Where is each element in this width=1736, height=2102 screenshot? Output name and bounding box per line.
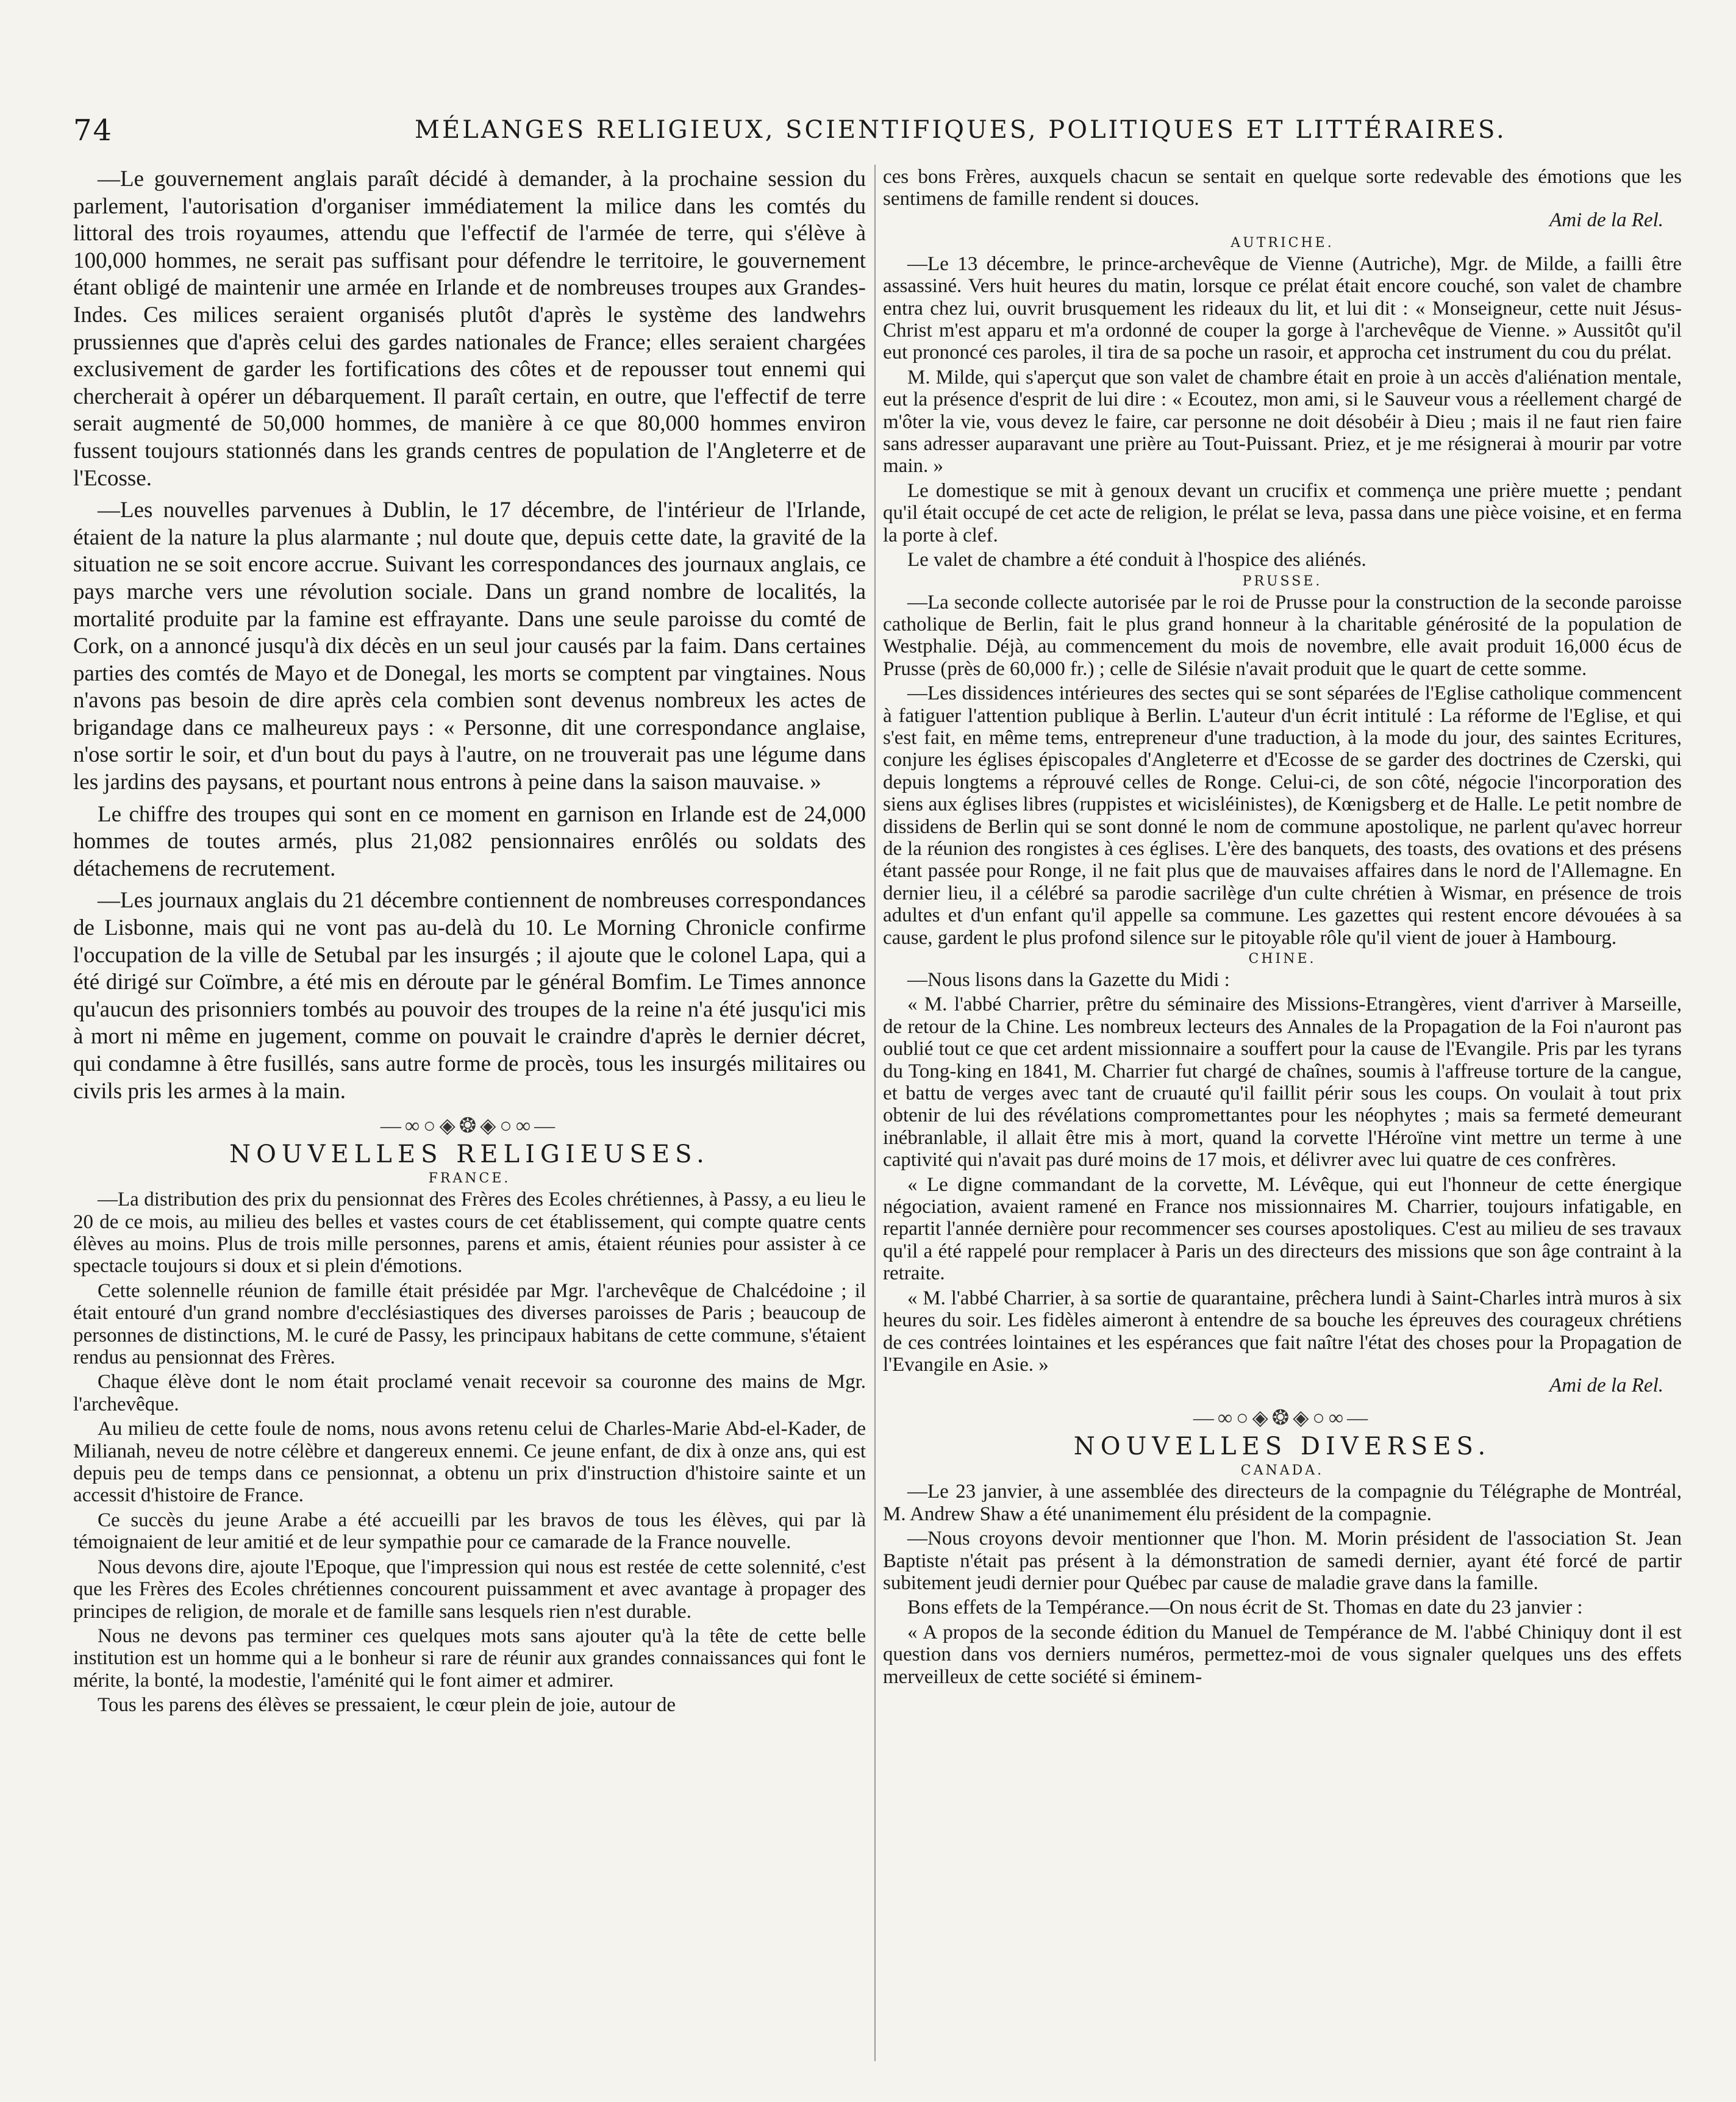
article-troupes: Le chiffre des troupes qui sont en ce moment en garnison en Irlande est de 24,000 hommes de toutes armés, plus 21,082 pensionnaires enrôlés ou soldats des détachemens de recrutement.: [73, 801, 866, 881]
france-paragraph: Chaque élève dont le nom était proclamé venait recevoir sa couronne des mains de Mgr. l'archevêque.: [73, 1371, 866, 1415]
subsection-canada: CANADA.: [1240, 1463, 1324, 1479]
canada-paragraph: —Le 23 janvier, à une assemblée des directeurs de la compagnie du Télégraphe de Montréal, M. Andrew Shaw a été unanimement élu président de la compagnie.: [883, 1481, 1682, 1525]
ornament-divider: —∞○◈❂◈○∞—: [380, 1115, 559, 1138]
chine-paragraph: « M. l'abbé Charrier, prêtre du séminaire des Missions-Etrangères, vient d'arriver à Marseille, de retour de la Chine. Les nombreux lecteurs des Annales de la Propagation de la Foi n'auront pas oublié tout ce que cet ardent missionnaire a souffert pour la cause de l'Evangile. Pris par les tyrans du Tong-king en 1841, M. Charrier fut chargé de chaînes, soumis à l'affreuse torture de la cangue, et battu de verges avec tant de cruauté qu'il faillit périr sous les coups. On voulait à tout prix obtenir de lui des révélations compromettantes pour les néophytes ; mais sa fermeté demeurant inébranlable, il allait être mis à mort, quand la corvette l'Héroïne vint mettre un terme à une captivité qui n'avait pas duré moins de 17 mois, et délivrer avec lui quatre de ces confrères.: [883, 993, 1682, 1171]
subsection-chine: CHINE.: [1248, 951, 1316, 967]
france-paragraph: Ce succès du jeune Arabe a été accueilli par les bravos de tous les élèves, qui par là témoignaient de leur amitié et de leur sympathie pour ce camarade de la France nouvelle.: [73, 1509, 866, 1554]
section-title-diverses: NOUVELLES DIVERSES.: [1073, 1432, 1491, 1461]
france-paragraph: Cette solennelle réunion de famille était présidée par Mgr. l'archevêque de Chalcédoine ; il était entouré d'un grand nombre d'ecclésiastiques des diverses paroisses de Paris ; beaucoup de personnes de distinctions, M. le curé de Passy, les principaux habitans de cette commune, s'étaient rendus au pensionnat des Frères.: [73, 1279, 866, 1369]
source-attribution: Ami de la Rel.: [1549, 209, 1663, 231]
running-title: MÉLANGES RELIGIEUX, SCIENTIFIQUES, POLITIQUES ET LITTÉRAIRES.: [415, 116, 1507, 144]
left-column: [73, 166, 866, 2065]
ornament-divider: —∞○◈❂◈○∞—: [1193, 1407, 1372, 1430]
chine-paragraph: —Nous lisons dans la Gazette du Midi :: [907, 969, 1230, 991]
autriche-paragraph: —Le 13 décembre, le prince-archevêque de Vienne (Autriche), Mgr. de Milde, a failli être assassiné. Vers huit heures du matin, lorsque ce prélat était encore couché, son valet de chambre entra chez lui, ouvrit brusquement les rideaux du lit, et lui dit : « Monseigneur, cette nuit Jésus-Christ m'est apparu et m'a ordonné de couper la gorge à l'archevêque de Vienne. » Aussitôt qu'il eut prononcé ces paroles, il tira de sa poche un rasoir, et approcha cet instrument du cou du prélat.: [883, 252, 1682, 364]
autriche-paragraph: Le domestique se mit à genoux devant un crucifix et commença une prière muette ; pendant qu'il était occupé de cet acte de religion, le prélat se leva, passa dans une pièce voisine, et en ferma la porte à clef.: [883, 479, 1682, 546]
right-column: [883, 166, 1682, 2065]
france-paragraph: Tous les parens des élèves se pressaient, le cœur plein de joie, autour de: [98, 1694, 676, 1717]
prusse-paragraph: —Les dissidences intérieures des sectes qui se sont séparées de l'Eglise catholique commencent à fatiguer l'attention publique à Berlin. L'auteur d'un écrit intitulé : La réforme de l'Eglise, et qui s'est fait, en même tems, entrepreneur d'une traduction, à la mode du jour, des saintes Ecritures, conjure les églises épiscopales d'Angleterre et d'Ecosse de se garder des doctrines de Czerski, qui depuis longtems a réprouvé celles de Ronge. Celui-ci, de son côté, négocie l'incorporation des siens aux églises libres (ruppistes et wicisléinistes), de Kœnigsberg et de Halle. Le petit nombre de dissidens de Berlin qui se sont donné le nom de commune apostolique, ne parlent qu'avec horreur de la réunion des rongistes à ces églises. L'ère des banquets, des toasts, des ovations et des présens étant passée pour Ronge, il ne fait plus que de mauvaises affaires dans le nord de l'Allemagne. En dernier lieu, il a célébré sa parodie sacrilège d'un culte chrétien à Wismar, en présence de trois adultes et d'un enfant qu'il appelle sa commune. Les gazettes qui restent encore dévouées à sa cause, gardent le plus profond silence sur le pitoyable rôle qu'il vient de jouer à Hambourg.: [883, 682, 1682, 949]
subsection-france: FRANCE.: [428, 1171, 511, 1187]
source-attribution: Ami de la Rel.: [1549, 1375, 1663, 1397]
prusse-paragraph: —La seconde collecte autorisée par le roi de Prusse pour la construction de la seconde paroisse catholique de Berlin, fait le plus grand honneur à la charitable générosité de la population de Westphalie. Déjà, au commencement du mois de novembre, elle avait produit 16,000 écus de Prusse (près de 60,000 fr.) ; celle de Silésie n'avait produit que le quart de cette somme.: [883, 591, 1682, 680]
france-paragraph: Au milieu de cette foule de noms, nous avons retenu celui de Charles-Marie Abd-el-Kader, de Milianah, neveu de notre célèbre et dangereux ennemi. Ce jeune enfant, de dix à onze ans, qui est depuis peu de temps dans ce pensionnat, a obtenu un prix d'instruction d'histoire sainte et un accessit d'histoire de France.: [73, 1418, 866, 1507]
canada-paragraph: Bons effets de la Tempérance.—On nous écrit de St. Thomas en date du 23 janvier :: [907, 1596, 1583, 1619]
subsection-prusse: PRUSSE.: [1242, 573, 1323, 589]
continued-paragraph: ces bons Frères, auxquels chacun se sentait en quelque sorte redevable des émotions que les sentimens de famille rendent si douces.: [883, 166, 1682, 210]
france-paragraph: —La distribution des prix du pensionnat des Frères des Ecoles chrétiennes, à Passy, a eu lieu le 20 de ce mois, au milieu des belles et vastes cours de cet établissement, qui compte quatre cents élèves au moins. Plus de trois mille personnes, parens et amis, étaient réunies pour assister à ce spectacle toujours si doux et si plein d'émotions.: [73, 1189, 866, 1278]
page-number: 74: [73, 113, 113, 148]
canada-paragraph: « A propos de la seconde édition du Manuel de Tempérance de M. l'abbé Chiniquy dont il est question dans vos derniers numéros, permettez-moi de vous signaler quelques uns des effets merveilleux de cette société si éminem-: [883, 1621, 1682, 1688]
section-title-religieuses: NOUVELLES RELIGIEUSES.: [229, 1140, 710, 1169]
page-header: [73, 113, 1634, 150]
subsection-autriche: AUTRICHE.: [1231, 235, 1334, 251]
article-irlande: —Les nouvelles parvenues à Dublin, le 17 décembre, de l'intérieur de l'Irlande, étaient de la nature la plus alarmante ; nul doute que, depuis cette date, la gravité de la situation ne se soit encore accrue. Suivant les correspondances des journaux anglais, ce pays marche vers une révolution sociale. Dans un grand nombre de localités, la mortalité produite par la famine est effrayante. Dans une seule paroisse du comté de Cork, on a annoncé jusqu'à dix décès en un seul jour causés par la faim. Dans certaines parties des comtés de Mayo et de Donegal, les morts se comptent par vingtaines. Nous n'avons pas besoin de dire après cela combien sont devenus nombreux les actes de brigandage dans ce malheureux pays : « Personne, dit une correspondance anglaise, n'ose sortir le soir, et d'un bout du pays à l'autre, on ne trouverait pas une légume dans les jardins des paysans, et pourtant nous entrons à peine dans la saison mauvaise. »: [73, 498, 866, 795]
france-paragraph: Nous ne devons pas terminer ces quelques mots sans ajouter qu'à la tête de cette belle institution est un homme qui a le bonheur si rare de réunir aux grandes connaissances qui font le mérite, la bonté, la modestie, l'aménité qui le font aimer et admirer.: [73, 1625, 866, 1692]
article-milice: —Le gouvernement anglais paraît décidé à demander, à la prochaine session du parlement, l'autorisation d'organiser immédiatement la milice dans les comtés du littoral des trois royaumes, attendu que l'effectif de l'armée de terre, qui s'élève à 100,000 hommes, ne serait pas suffisant pour défendre le territoire, le gouvernement étant obligé de maintenir une armée en Irlande et de nombreuses troupes aux Grandes-Indes. Ces milices seraient organisés plutôt d'après le système des landwehrs prussiennes que d'après celui des gardes nationales de France; elles seraient chargées exclusivement de garder les fortifications des côtes et de repousser tout ennemi qui chercherait à opérer un débarquement. Il paraît certain, en outre, que l'effectif de terre serait augmenté de 50,000 hommes, de manière à ce que 80,000 hommes environ fussent toujours stationnés dans les grands centres de population de l'Angleterre et de l'Ecosse.: [73, 166, 866, 491]
column-divider: [874, 165, 876, 2061]
canada-paragraph: —Nous croyons devoir mentionner que l'hon. M. Morin président de l'association St. Jean Baptiste n'était pas présent à la démonstration de samedi dernier, ayant été forcé de partir subitement jeudi dernier pour Québec par cause de maladie grave dans la famille.: [883, 1528, 1682, 1594]
article-lisbonne: —Les journaux anglais du 21 décembre contiennent de nombreuses correspondances de Lisbonne, mais qui ne vont pas au-delà du 10. Le Morning Chronicle confirme l'occupation de la ville de Setubal par les insurgés ; il ajoute que le colonel Lapa, qui a été dirigé sur Coïmbre, a été mis en déroute par le général Bomfim. Le Times annonce qu'aucun des prisonniers tombés au pouvoir des troupes de la reine n'a été jusqu'ici mis à mort ni même en jugement, comme on pouvait le craindre d'après le dernier décret, qui condamne à être fusillés, sans autre forme de procès, tous les insurgés militaires ou civils pris les armes à la main.: [73, 888, 866, 1104]
chine-paragraph: « M. l'abbé Charrier, à sa sortie de quarantaine, prêchera lundi à Saint-Charles intrà muros à six heures du soir. Les fidèles aimeront à entendre de sa bouche les épreuves des courageux chrétiens de ces contrées lointaines et les espérances que fait naître l'état des choses pour la Propagation de l'Evangile en Asie. »: [883, 1287, 1682, 1376]
france-paragraph: Nous devons dire, ajoute l'Epoque, que l'impression qui nous est restée de cette solennité, c'est que les Frères des Ecoles chrétiennes concourent puissamment et avec avantage à propager des principes de religion, de morale et de famille sans lesquels rien n'est durable.: [73, 1556, 866, 1623]
chine-paragraph: « Le digne commandant de la corvette, M. Lévêque, qui eut l'honneur de cette énergique négociation, avaient ramené en France nos missionnaires M. Charrier, toujours infatigable, en repartit l'année dernière pour recommencer ses courses apostoliques. C'est au milieu de ses travaux qu'il a été rappelé pour remplacer à Paris un des directeurs des missions que son âge contraint à la retraite.: [883, 1173, 1682, 1285]
autriche-paragraph: M. Milde, qui s'aperçut que son valet de chambre était en proie à un accès d'aliénation mentale, eut la présence d'esprit de lui dire : « Ecoutez, mon ami, si le Sauveur vous a réellement chargé de m'ôter la vie, vous devez le faire, car personne ne doit désobéir à Dieu ; mais il ne faut rien faire sans adresser auparavant une prière au Tout-Puissant. Priez, et je me résignerai à mourir par votre main. »: [883, 366, 1682, 477]
autriche-paragraph: Le valet de chambre a été conduit à l'hospice des aliénés.: [907, 549, 1366, 571]
